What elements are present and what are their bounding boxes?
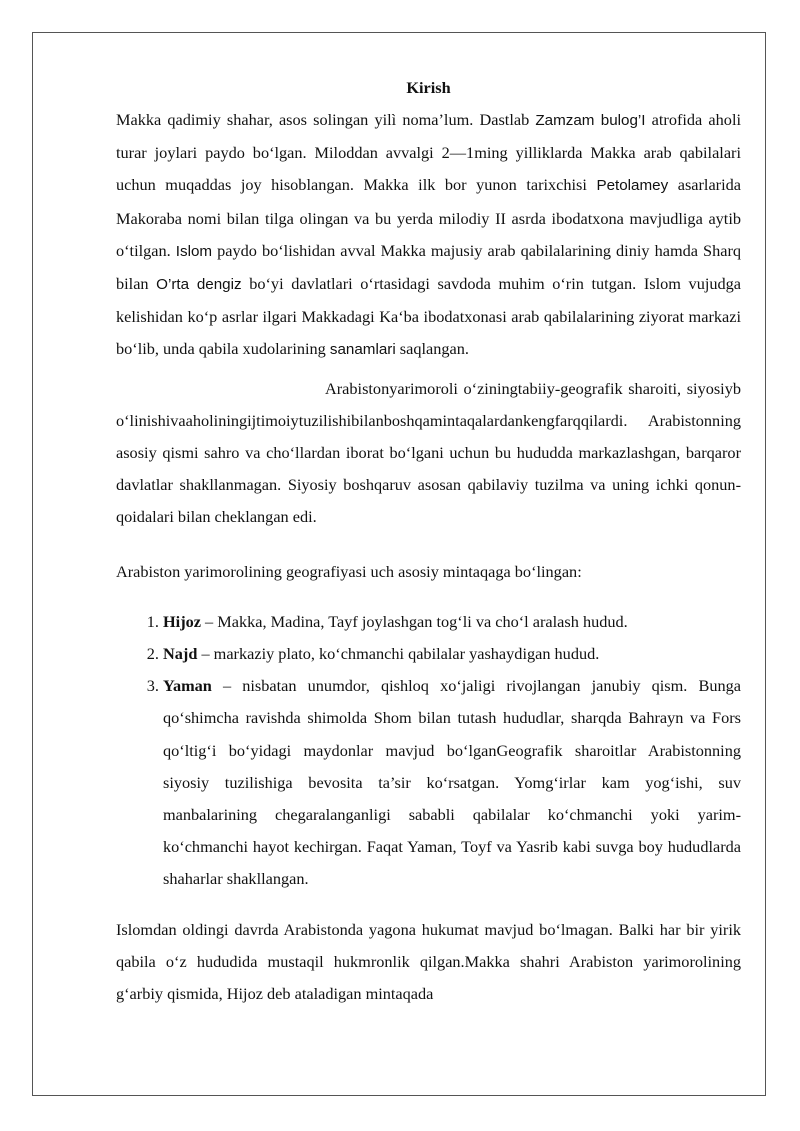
regions-list xyxy=(116,606,741,896)
paragraph-pre-islamic: Islomdan oldingi davrda Arabistonda yagona hukumat mavjud bo‘lmagan. Balki har bir yirik qabila o‘z hududida mustaqil hukmronlik qilgan.Makka shahri Arabiston yarimorolining g‘arbiy qismida, Hijoz deb ataladigan mintaqada xyxy=(116,919,741,1004)
page-title: Kirish xyxy=(406,78,451,97)
text-run: asarlarida Makoraba nomi bilan tilga olingan va bu yerda milodiy II asrda ibodatxona mavjudliga aytib o‘tilgan. xyxy=(116,175,741,260)
link-petolamey[interactable]: Petolamey xyxy=(596,177,669,195)
link-orta-dengiz[interactable]: O’rta dengiz xyxy=(156,276,242,294)
link-sanamlari[interactable]: sanamlari xyxy=(329,341,396,359)
list-text: – Makka, Madina, Tayf joylashgan tog‘li va cho‘l aralash hudud. xyxy=(200,611,628,631)
text-run: Makka qadimiy shahar, asos solingan yilì noma’lum. Dastlab xyxy=(116,110,536,129)
text-run: Arabistonyarimoroli o‘ziningtabiiy-geografik sharoiti, xyxy=(325,378,687,398)
paragraph-geography xyxy=(116,373,741,534)
paragraph-regions-intro: Arabiston yarimorolining geografiyasi uch asosiy mintaqaga bo‘lingan: xyxy=(116,561,582,581)
paragraph-intro xyxy=(116,104,741,367)
text-run: Arabistonning asosiy qismi sahro va cho‘llardan iborat bo‘lgani uchun bu hududda markazlashgan, barqaror davlatlar shakllanmagan. Siyosiy boshqaruv asosan qabilaviy tuzilma va uning ichki qonun-qoidalari bilan cheklangan edi. xyxy=(116,410,741,527)
text-run: bo‘yi davlatlari o‘rtasidagi savdoda muhim o‘rin tutgan. Islom vujudga kelishidan ko‘p asrlar ilgari Makkadagi Ka‘ba ibodatxonasi arab qabilalarining ziyorat markazi bo‘lib, unda qabila xudolarining xyxy=(116,274,742,359)
document-body xyxy=(116,72,741,1010)
list-item xyxy=(163,606,741,638)
list-text: – nisbatan unumdor, qishloq xo‘jaligi rivojlangan janubiy qism. Bunga qo‘shimcha ravishda shimolda Shom bilan tutash hududlar, sharqda Bahrayn va Fors qo‘ltig‘i bo‘yidagi maydonlar mavjud bo‘lganGeografik sharoitlar Arabistonning siyosiy tuzilishiga bevosita ta’sir ko‘rsatgan. Yomg‘irlar kam yog‘ishi, suv manbalarining chegaralanganligi sababli qabilalar ko‘chmanchi yoki yarim-ko‘chmanchi hayot kechirgan. Faqat Yaman, Toyf va Yasrib kabi suvga boy hududlarda shaharlar shakllangan. xyxy=(163,676,741,889)
link-islom[interactable]: Islom xyxy=(175,242,213,260)
list-term: Najd xyxy=(163,644,198,664)
list-term: Yaman xyxy=(163,676,212,696)
list-term: Hijoz xyxy=(163,611,201,631)
list-item xyxy=(163,638,741,670)
text-run: saqlangan. xyxy=(395,339,469,359)
list-text: – markaziy plato, ko‘chmanchi qabilalar yashaydigan hudud. xyxy=(197,644,600,664)
text-run: atrofida aholi turar joylari paydo bo‘lgan. Miloddan avvalgi 2—1ming yilliklarda Makka arab qabilalari uchun muqaddas joy hisoblangan. Makka ilk bor yunon tarixchisi xyxy=(116,110,741,195)
text-run: paydo bo‘lishidan avval Makka majusiy arab qabilalarining diniy hamda Sharq bilan xyxy=(116,240,742,294)
text-run-long-word: siyosiybo‘linishivaaholiningijtimoiytuzilishibilanboshqamintaqalardankengfarqqilardi. xyxy=(116,378,741,430)
link-zamzam[interactable]: Zamzam bulog’I xyxy=(535,112,646,129)
list-item xyxy=(163,670,741,895)
